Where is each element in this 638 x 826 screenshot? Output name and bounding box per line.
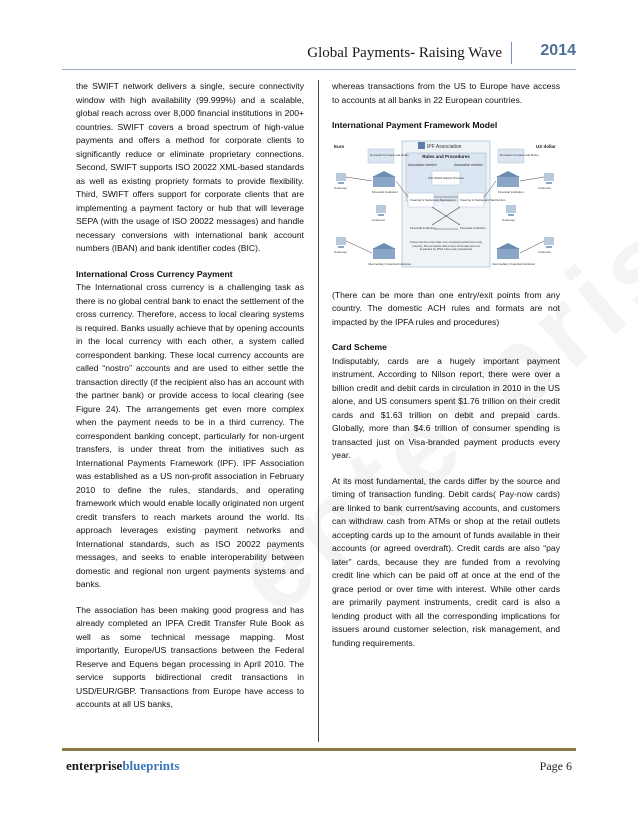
- footer-rule: [62, 748, 576, 751]
- page-header: [62, 38, 576, 72]
- left-paragraph-3: The association has been making good progress and has already completed an IPFA Credit Transfer Rule Book as well as some technical message mapping. Most importantly, Europe/US transactions between the Federal Reserve and Equens began processing in April 2010. The service supports bidirectional credit transactions in USD/EUR/GBP. Transactions from Europe have access to accounts at all US banks,: [76, 604, 304, 709]
- left-paragraph-1: the SWIFT network delivers a single, secure connectivity window with high availability (99.999%) and a scalable, global reach across over 8,000 financial institutions in 200+ countries. SWIFT covers a broad spectrum of high-value payments and offers a method for corporate clients to significantly reduce or eliminate proprietary connections. Second, SWIFT supports ISO 20022 XML-based standards as well as existing propriety formats to provide flexibility. Third, SWIFT offers support for corporate clients that are implementing a payment factory or hub that will leverage SEPA (with the usage of ISO 20022 messages) and handle necessary conversions with international bank account numbers (IBAN) and bank identifier codes (BIC).: [76, 81, 304, 253]
- footer-brand-part-1: enterprise: [66, 758, 123, 773]
- diagram-logo-text: IPF Association: [427, 143, 462, 150]
- footer-brand-part-2: blueprints: [122, 758, 180, 773]
- right-column: [332, 80, 560, 662]
- diagram-note: There can be more than one entry/exit points from any country. The domestic ACH rules & formats are not impacted by IPFA rules and procedures: [409, 240, 483, 251]
- diagram-domestic-right: Domestic Formats and Rules: [500, 152, 539, 157]
- diagram-euro-label: Euro: [334, 143, 345, 149]
- heading-ipf-model: International Payment Framework Model: [332, 120, 498, 130]
- left-paragraph-2: The International cross currency is a challenging task as there is no global central bank to enact the settlement of the cross currency. Therefore, access to local clearing systems is required. Banks usually achieve that by opening accounts in the local currency with each other, a system called correspondent banking. These local currency accounts are called “nostro” accounts and are used to either settle the transaction directly (if the recipient also has an account with the partner bank) or provide access to local clearing (see Figure 24). The arrangements get even more complex when the payment needs to be in a third currency. The correspondent banking concept, particularly for non-urgent transfers, is under threat from the initiatives such as International Payments Framework (IPF). IPF Association was established as a US non-profit association in February 2010 to define the rules, standards, and operating framework which would enable locally originated non urgent credit transfers to reach markets around the world. Its approach leverages existing payment networks and International standards, such as ISO 20022 payments messages, and seeks to enable interoperability between domestic and regional non urgent payments systems and banks.: [76, 282, 304, 589]
- diagram-iso-box: ISO 20022 Market Practice: [427, 175, 465, 180]
- diagram-rules-title: Rules and Procedures: [422, 153, 470, 159]
- ipf-logo-icon: [418, 142, 462, 150]
- ipf-model-diagram: [332, 137, 560, 279]
- diagram-customer-left-mid: Customer: [372, 217, 386, 222]
- diagram-fin-left-mid: Financial Institution: [410, 225, 436, 230]
- right-paragraph-4: At its most fundamental, the cards differ by the source and timing of transaction funding. Debit cards( Pay-now cards) are linked to bank current/saving accounts, and customers can withdraw cash from ATMs or shop at the retail outlets accepting cards up to the amount of funds available in their accounts (or agreed overdraft). Credit cards are also “pay later” cards, because they are funded from a revolving credit line which can be paid off at once at the end of the grace period or over time with interest. While other cards are primarily payment instruments, credit card is also a lending product with all the corresponding implications for issuers around customer selection, risk management, and funding requirements.: [332, 475, 560, 648]
- left-column: [76, 80, 304, 724]
- diagram-customer-right-top: Customer: [538, 185, 552, 190]
- diagram-domestic-left: Domestic Formats and Rules: [370, 152, 409, 157]
- bank-icon: [496, 243, 520, 259]
- computer-icon: [544, 173, 554, 184]
- footer-brand: [66, 758, 179, 774]
- bank-icon: [372, 171, 396, 187]
- diagram-customer-right-mid: Customer: [502, 217, 516, 222]
- diagram-clearing-right: Clearing & Settlement Mechanism: [460, 197, 506, 202]
- heading-cross-currency: International Cross Currency Payment: [76, 268, 233, 279]
- diagram-usd-label: US dollar: [536, 143, 556, 149]
- column-divider: [318, 80, 319, 742]
- diagram-assoc-right: Association member: [454, 162, 483, 167]
- bank-icon: [496, 171, 520, 187]
- header-title: Global Payments- Raising Wave: [307, 45, 502, 61]
- heading-card-scheme: Card Scheme: [332, 342, 387, 352]
- diagram-customer-left-bottom: Customer: [334, 249, 348, 254]
- header-rule: [62, 69, 576, 70]
- right-paragraph-1: whereas transactions from the US to Europe have access to accounts at all banks in 22 European countries.: [332, 81, 560, 105]
- right-paragraph-3: Indisputably, cards are a hugely important payment instrument. According to Nilson report, there were over a billion credit and debit cards in circulation in 2010 in the US alone, and US consumers spent $1.76 trillion on their credit cards and $1.63 trillion on debit and prepaid cards. Globally, more than $4.6 trillion of consumer spending is transacted just on Visa-branded payment products every year.: [332, 355, 560, 460]
- diagram-clearing-left: Clearing & Settlement Mechanism: [410, 197, 456, 202]
- diagram-customer-right-bottom: Customer: [538, 249, 552, 254]
- computer-icon: [336, 173, 346, 184]
- diagram-fin-right-mid: Financial Institution: [460, 225, 486, 230]
- diagram-intermediary-right: Intermediary Financial Institution: [492, 261, 536, 266]
- diagram-fin-right-top: Financial Institution: [498, 189, 524, 194]
- header-separator: [511, 42, 512, 64]
- diagram-customer-left-top: Customer: [334, 185, 348, 190]
- diagram-assoc-left: Association member: [408, 162, 437, 167]
- diagram-intermediary-left: Intermediary Financial Institution: [368, 261, 412, 266]
- bank-icon: [372, 243, 396, 259]
- header-year: 2014: [540, 42, 576, 59]
- computer-icon: [544, 237, 554, 248]
- computer-icon: [506, 205, 516, 216]
- diagram-fin-left-top: Financial Institution: [372, 189, 398, 194]
- computer-icon: [336, 237, 346, 248]
- right-paragraph-2: (There can be more than one entry/exit points from any country. The domestic ACH rules and formats are not impacted by the IPFA rules and procedures): [332, 289, 560, 327]
- page-number: Page 6: [539, 759, 572, 773]
- computer-icon: [376, 205, 386, 216]
